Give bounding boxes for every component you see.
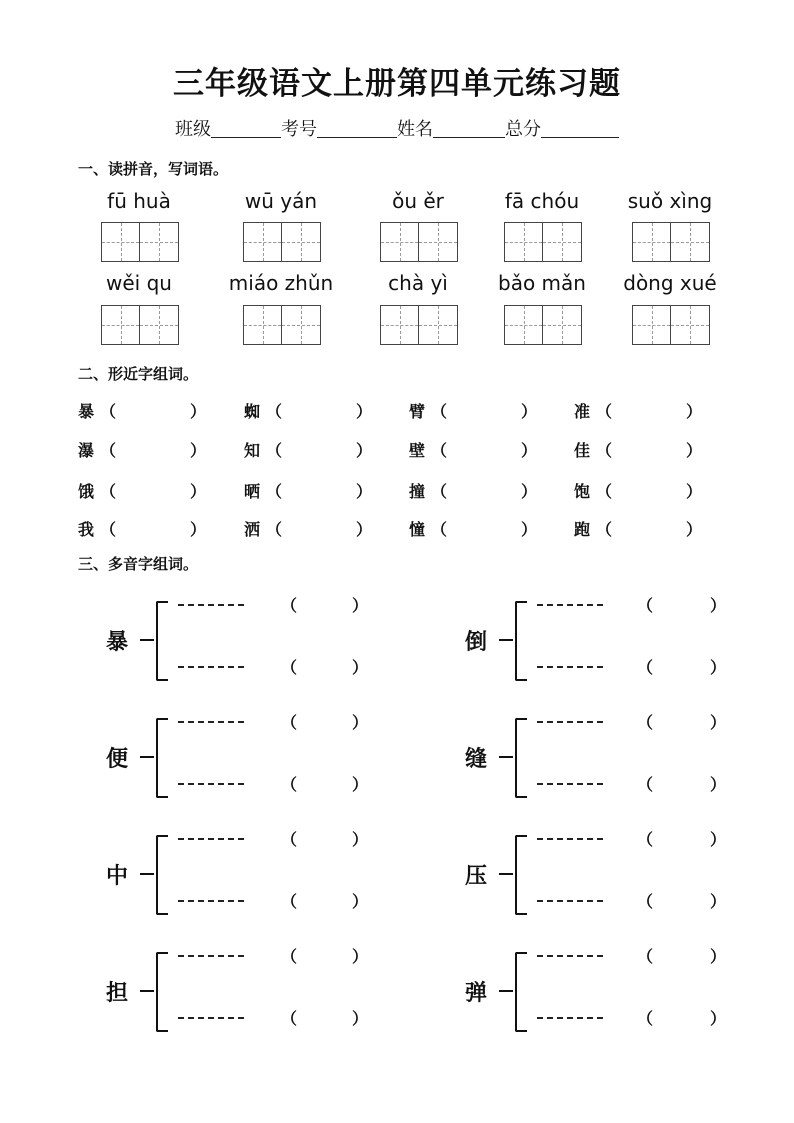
paren-open: （ (100, 482, 117, 501)
brace-tick (140, 639, 154, 641)
exam-no-label: 考号 (281, 119, 317, 140)
brace-bracket (515, 718, 527, 798)
target-char: 饿 (78, 482, 95, 501)
writing-grid[interactable] (243, 305, 321, 345)
paren-open: （ (431, 402, 448, 421)
grid-cell[interactable] (419, 306, 457, 344)
paren-open: （ (281, 596, 298, 615)
paren-open: （ (281, 947, 298, 966)
paren-open: （ (596, 520, 613, 539)
target-char: 我 (78, 520, 95, 539)
target-char: 佳 (574, 441, 591, 460)
pinyin-blank-line[interactable] (537, 721, 603, 723)
target-char: 瀑 (78, 441, 95, 460)
paren-close: ） (710, 713, 727, 732)
paren-close: ） (686, 520, 703, 539)
target-char: 知 (244, 441, 261, 460)
grid-cell[interactable] (671, 223, 709, 261)
polyphone-char: 缝 (465, 747, 488, 772)
paren-open: （ (281, 830, 298, 849)
name-label: 姓名 (397, 119, 433, 140)
brace-tick (140, 756, 154, 758)
score-label: 总分 (505, 119, 541, 140)
word-group-item (409, 399, 537, 422)
writing-grid[interactable] (101, 222, 179, 262)
writing-grid[interactable] (504, 305, 582, 345)
paren-close: ） (710, 775, 727, 794)
word-group-item (78, 399, 206, 422)
target-char: 壁 (409, 441, 426, 460)
target-char: 撞 (409, 482, 426, 501)
page-title: 三年级语文上册第四单元练习题 (173, 66, 621, 102)
pinyin-label: chà yì (388, 271, 448, 295)
paren-close: ） (352, 1009, 369, 1028)
grid-cell[interactable] (543, 223, 581, 261)
class-field[interactable] (211, 119, 281, 138)
paren-close: ） (521, 482, 538, 501)
word-group-item (574, 517, 702, 540)
paren-close: ） (710, 658, 727, 677)
paren-close: ） (710, 892, 727, 911)
brace-tick (499, 756, 513, 758)
pinyin-label: fū huà (107, 189, 171, 213)
paren-close: ） (356, 482, 373, 501)
pinyin-blank-line[interactable] (537, 900, 603, 902)
pinyin-label: dòng xué (623, 271, 717, 295)
paren-close: ） (710, 1009, 727, 1028)
paren-open: （ (637, 830, 654, 849)
paren-open: （ (637, 596, 654, 615)
grid-cell[interactable] (244, 306, 282, 344)
pinyin-label: miáo zhǔn (228, 271, 334, 295)
grid-cell[interactable] (244, 223, 282, 261)
writing-grid[interactable] (243, 222, 321, 262)
grid-cell[interactable] (140, 306, 178, 344)
target-char: 憧 (409, 520, 426, 539)
paren-open: （ (281, 658, 298, 677)
paren-close: ） (356, 402, 373, 421)
brace-bracket (156, 718, 168, 798)
pinyin-label: fā chóu (504, 189, 580, 213)
grid-cell[interactable] (282, 223, 320, 261)
paren-open: （ (266, 402, 283, 421)
paren-open: （ (281, 892, 298, 911)
paren-close: ） (356, 520, 373, 539)
brace-bracket (515, 601, 527, 681)
target-char: 蜘 (244, 402, 261, 421)
class-label: 班级 (175, 119, 211, 140)
paren-close: ） (710, 947, 727, 966)
brace-tick (140, 990, 154, 992)
pinyin-blank-line[interactable] (537, 838, 603, 840)
pinyin-label: bǎo mǎn (498, 271, 586, 295)
score-field[interactable] (541, 119, 619, 138)
writing-grid[interactable] (632, 305, 710, 345)
word-group-item (244, 517, 372, 540)
grid-cell[interactable] (543, 306, 581, 344)
pinyin-blank-line[interactable] (178, 955, 244, 957)
paren-close: ） (352, 892, 369, 911)
writing-grid[interactable] (380, 305, 458, 345)
pinyin-blank-line[interactable] (178, 604, 244, 606)
word-group-item (409, 517, 537, 540)
polyphone-char: 暴 (106, 630, 129, 655)
paren-close: ） (190, 482, 207, 501)
paren-close: ） (352, 775, 369, 794)
target-char: 洒 (244, 520, 261, 539)
paren-open: （ (637, 1009, 654, 1028)
paren-open: （ (431, 441, 448, 460)
paren-open: （ (281, 713, 298, 732)
paren-close: ） (352, 830, 369, 849)
grid-cell[interactable] (419, 223, 457, 261)
writing-grid[interactable] (632, 222, 710, 262)
pinyin-label: ǒu ěr (392, 189, 444, 213)
brace-bracket (156, 835, 168, 915)
word-group-item (574, 438, 702, 461)
polyphone-char: 中 (106, 864, 129, 889)
paren-open: （ (100, 402, 117, 421)
pinyin-blank-line[interactable] (178, 1017, 244, 1019)
paren-close: ） (686, 482, 703, 501)
word-group-item (409, 438, 537, 461)
pinyin-blank-line[interactable] (537, 604, 603, 606)
paren-open: （ (596, 441, 613, 460)
paren-open: （ (266, 520, 283, 539)
paren-open: （ (431, 520, 448, 539)
pinyin-label: wěi qu (106, 271, 172, 295)
writing-grid[interactable] (101, 305, 179, 345)
paren-close: ） (352, 947, 369, 966)
paren-close: ） (686, 441, 703, 460)
paren-open: （ (266, 482, 283, 501)
paren-open: （ (637, 658, 654, 677)
paren-open: （ (637, 947, 654, 966)
paren-close: ） (686, 402, 703, 421)
paren-close: ） (190, 402, 207, 421)
pinyin-label: wū yán (244, 189, 318, 213)
target-char: 暴 (78, 402, 95, 421)
word-group-item (78, 517, 206, 540)
brace-tick (499, 873, 513, 875)
grid-cell[interactable] (381, 223, 419, 261)
pinyin-blank-line[interactable] (178, 783, 244, 785)
brace-tick (499, 990, 513, 992)
polyphone-char: 弹 (465, 981, 488, 1006)
paren-close: ） (521, 441, 538, 460)
target-char: 准 (574, 402, 591, 421)
paren-close: ） (190, 520, 207, 539)
paren-open: （ (596, 402, 613, 421)
paren-open: （ (100, 520, 117, 539)
paren-close: ） (710, 830, 727, 849)
paren-close: ） (710, 596, 727, 615)
paren-open: （ (281, 775, 298, 794)
polyphone-char: 担 (106, 981, 129, 1006)
exam-no-field[interactable] (317, 119, 397, 138)
grid-cell[interactable] (381, 306, 419, 344)
pinyin-blank-line[interactable] (537, 1017, 603, 1019)
section1-heading: 一、读拼音，写词语。 (78, 160, 229, 178)
paren-open: （ (266, 441, 283, 460)
pinyin-blank-line[interactable] (178, 838, 244, 840)
paren-close: ） (352, 713, 369, 732)
writing-grid[interactable] (380, 222, 458, 262)
brace-bracket (156, 601, 168, 681)
paren-open: （ (281, 1009, 298, 1028)
brace-tick (140, 873, 154, 875)
brace-tick (499, 639, 513, 641)
polyphone-char: 倒 (465, 630, 488, 655)
name-field[interactable] (433, 119, 505, 138)
paren-close: ） (356, 441, 373, 460)
grid-cell[interactable] (505, 306, 543, 344)
grid-cell[interactable] (633, 223, 671, 261)
grid-cell[interactable] (102, 306, 140, 344)
paren-close: ） (352, 596, 369, 615)
polyphone-char: 便 (106, 747, 129, 772)
paren-open: （ (596, 482, 613, 501)
student-info-line (0, 115, 794, 141)
pinyin-blank-line[interactable] (537, 955, 603, 957)
pinyin-blank-line[interactable] (178, 721, 244, 723)
target-char: 晒 (244, 482, 261, 501)
target-char: 臂 (409, 402, 426, 421)
polyphone-char: 压 (465, 864, 488, 889)
grid-cell[interactable] (633, 306, 671, 344)
section2-heading: 二、形近字组词。 (78, 365, 199, 383)
word-group-item (409, 479, 537, 502)
word-group-item (574, 399, 702, 422)
paren-close: ） (190, 441, 207, 460)
paren-open: （ (637, 713, 654, 732)
writing-grid[interactable] (504, 222, 582, 262)
paren-close: ） (521, 402, 538, 421)
grid-cell[interactable] (102, 223, 140, 261)
brace-bracket (515, 952, 527, 1032)
grid-cell[interactable] (505, 223, 543, 261)
word-group-item (244, 479, 372, 502)
pinyin-label: suǒ xìng (627, 189, 713, 213)
paren-close: ） (352, 658, 369, 677)
pinyin-blank-line[interactable] (537, 666, 603, 668)
word-group-item (78, 438, 206, 461)
word-group-item (78, 479, 206, 502)
pinyin-blank-line[interactable] (537, 783, 603, 785)
word-group-item (244, 399, 372, 422)
target-char: 饱 (574, 482, 591, 501)
paren-open: （ (637, 775, 654, 794)
paren-close: ） (521, 520, 538, 539)
target-char: 跑 (574, 520, 591, 539)
brace-bracket (156, 952, 168, 1032)
pinyin-blank-line[interactable] (178, 666, 244, 668)
grid-cell[interactable] (671, 306, 709, 344)
word-group-item (574, 479, 702, 502)
paren-open: （ (431, 482, 448, 501)
grid-cell[interactable] (140, 223, 178, 261)
grid-cell[interactable] (282, 306, 320, 344)
section3-heading: 三、多音字组词。 (78, 555, 199, 573)
paren-open: （ (100, 441, 117, 460)
pinyin-blank-line[interactable] (178, 900, 244, 902)
brace-bracket (515, 835, 527, 915)
word-group-item (244, 438, 372, 461)
paren-open: （ (637, 892, 654, 911)
